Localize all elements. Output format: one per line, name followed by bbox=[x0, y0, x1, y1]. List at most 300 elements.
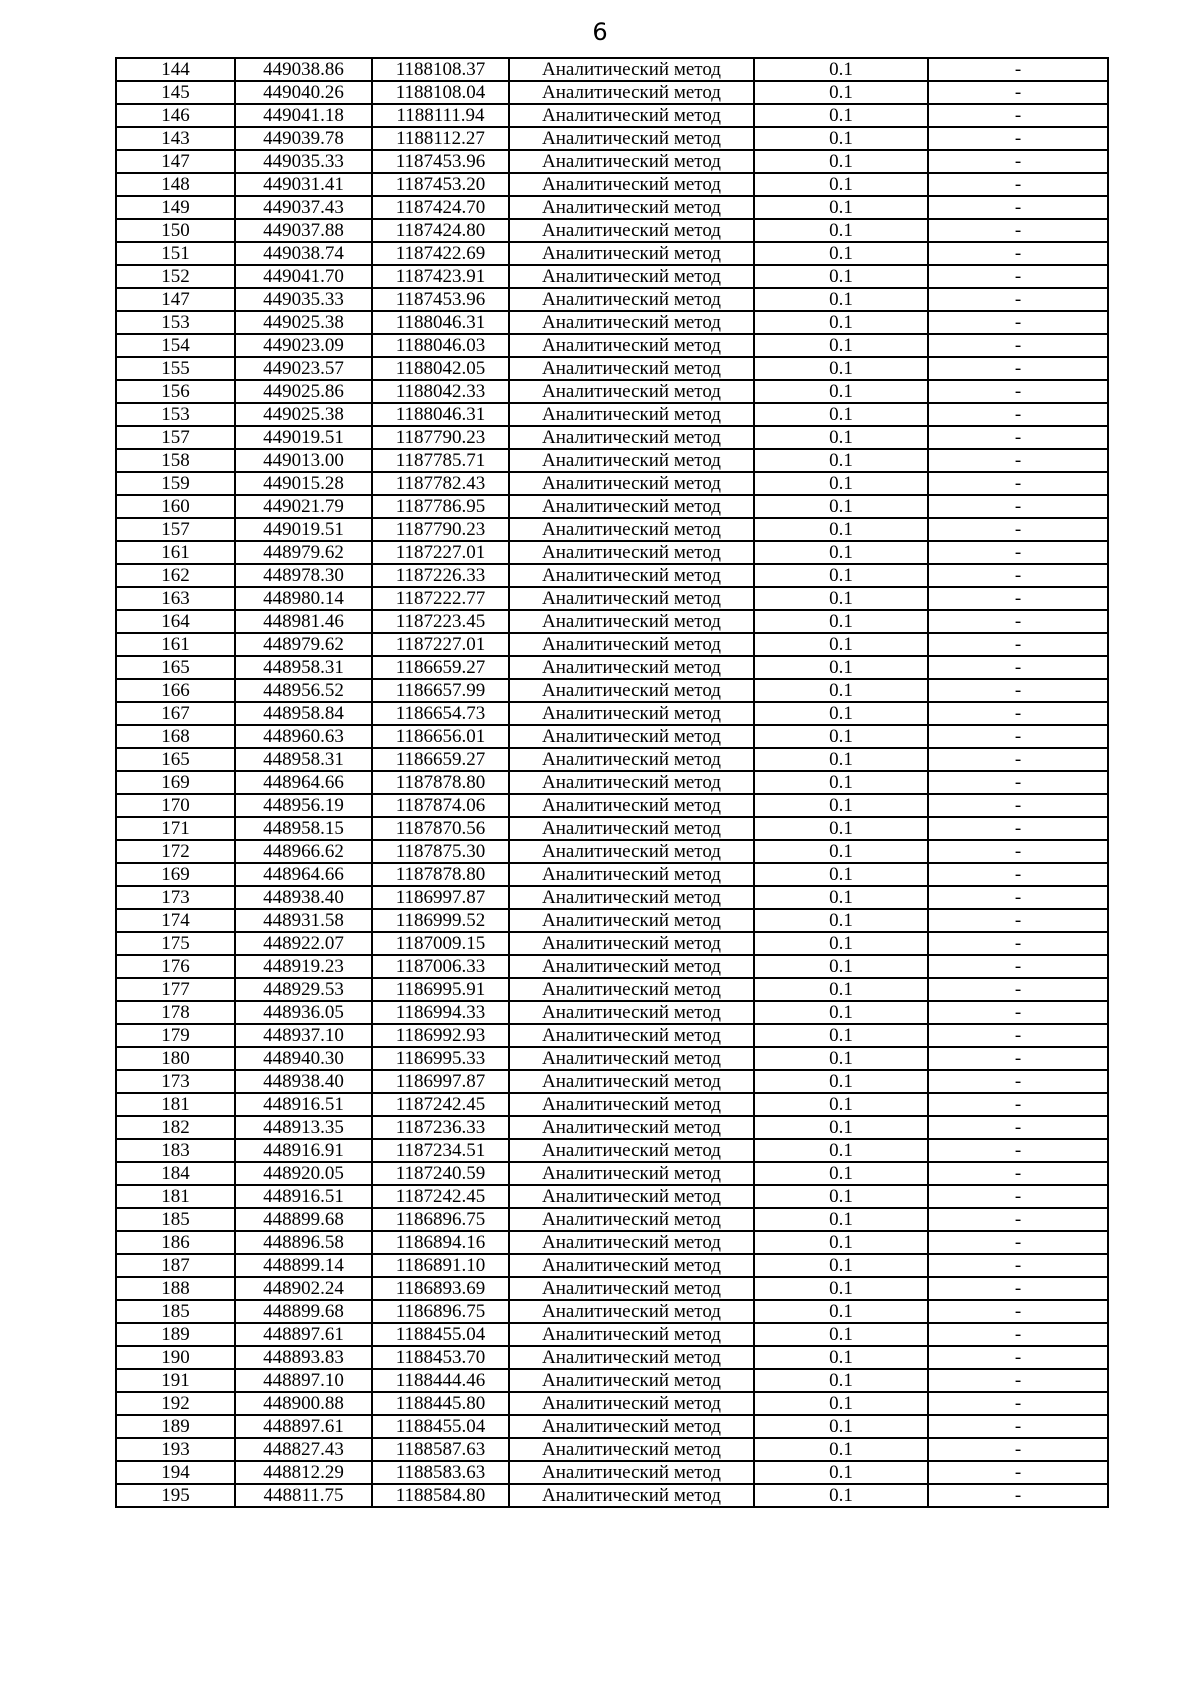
method-cell: Аналитический метод bbox=[509, 288, 754, 311]
table-row bbox=[116, 1438, 1108, 1461]
method-cell: Аналитический метод bbox=[509, 679, 754, 702]
accuracy-cell: 0.1 bbox=[754, 426, 928, 449]
x-coordinate-cell: 448916.51 bbox=[235, 1093, 372, 1116]
point-number-cell: 185 bbox=[116, 1208, 235, 1231]
point-number-cell: 163 bbox=[116, 587, 235, 610]
x-coordinate-cell: 448913.35 bbox=[235, 1116, 372, 1139]
description-cell: - bbox=[928, 403, 1108, 426]
point-number-cell: 161 bbox=[116, 541, 235, 564]
x-coordinate-cell: 449035.33 bbox=[235, 150, 372, 173]
point-number-cell: 165 bbox=[116, 748, 235, 771]
point-number-cell: 185 bbox=[116, 1300, 235, 1323]
accuracy-cell: 0.1 bbox=[754, 104, 928, 127]
accuracy-cell: 0.1 bbox=[754, 656, 928, 679]
point-number-cell: 147 bbox=[116, 150, 235, 173]
y-coordinate-cell: 1187227.01 bbox=[372, 633, 509, 656]
method-cell: Аналитический метод bbox=[509, 242, 754, 265]
description-cell: - bbox=[928, 495, 1108, 518]
method-cell: Аналитический метод bbox=[509, 794, 754, 817]
x-coordinate-cell: 449021.79 bbox=[235, 495, 372, 518]
y-coordinate-cell: 1187226.33 bbox=[372, 564, 509, 587]
method-cell: Аналитический метод bbox=[509, 472, 754, 495]
y-coordinate-cell: 1186656.01 bbox=[372, 725, 509, 748]
table-row bbox=[116, 840, 1108, 863]
description-cell: - bbox=[928, 242, 1108, 265]
point-number-cell: 146 bbox=[116, 104, 235, 127]
point-number-cell: 177 bbox=[116, 978, 235, 1001]
x-coordinate-cell: 449025.38 bbox=[235, 403, 372, 426]
accuracy-cell: 0.1 bbox=[754, 1346, 928, 1369]
accuracy-cell: 0.1 bbox=[754, 1277, 928, 1300]
y-coordinate-cell: 1187234.51 bbox=[372, 1139, 509, 1162]
y-coordinate-cell: 1188112.27 bbox=[372, 127, 509, 150]
accuracy-cell: 0.1 bbox=[754, 886, 928, 909]
table-row bbox=[116, 196, 1108, 219]
x-coordinate-cell: 449019.51 bbox=[235, 426, 372, 449]
x-coordinate-cell: 448956.52 bbox=[235, 679, 372, 702]
method-cell: Аналитический метод bbox=[509, 1277, 754, 1300]
table-row bbox=[116, 81, 1108, 104]
accuracy-cell: 0.1 bbox=[754, 587, 928, 610]
point-number-cell: 180 bbox=[116, 1047, 235, 1070]
method-cell: Аналитический метод bbox=[509, 1185, 754, 1208]
x-coordinate-cell: 449040.26 bbox=[235, 81, 372, 104]
accuracy-cell: 0.1 bbox=[754, 449, 928, 472]
table-row bbox=[116, 288, 1108, 311]
method-cell: Аналитический метод bbox=[509, 334, 754, 357]
description-cell: - bbox=[928, 794, 1108, 817]
x-coordinate-cell: 448964.66 bbox=[235, 863, 372, 886]
x-coordinate-cell: 449035.33 bbox=[235, 288, 372, 311]
method-cell: Аналитический метод bbox=[509, 840, 754, 863]
method-cell: Аналитический метод bbox=[509, 426, 754, 449]
method-cell: Аналитический метод bbox=[509, 449, 754, 472]
method-cell: Аналитический метод bbox=[509, 656, 754, 679]
table-row bbox=[116, 564, 1108, 587]
point-number-cell: 143 bbox=[116, 127, 235, 150]
y-coordinate-cell: 1187009.15 bbox=[372, 932, 509, 955]
table-row bbox=[116, 380, 1108, 403]
point-number-cell: 173 bbox=[116, 1070, 235, 1093]
x-coordinate-cell: 448966.62 bbox=[235, 840, 372, 863]
y-coordinate-cell: 1188111.94 bbox=[372, 104, 509, 127]
x-coordinate-cell: 448919.23 bbox=[235, 955, 372, 978]
table-row bbox=[116, 725, 1108, 748]
y-coordinate-cell: 1188108.37 bbox=[372, 58, 509, 81]
description-cell: - bbox=[928, 610, 1108, 633]
table-row bbox=[116, 472, 1108, 495]
accuracy-cell: 0.1 bbox=[754, 1001, 928, 1024]
accuracy-cell: 0.1 bbox=[754, 1300, 928, 1323]
point-number-cell: 190 bbox=[116, 1346, 235, 1369]
point-number-cell: 151 bbox=[116, 242, 235, 265]
accuracy-cell: 0.1 bbox=[754, 863, 928, 886]
table-row bbox=[116, 886, 1108, 909]
table-row bbox=[116, 656, 1108, 679]
x-coordinate-cell: 449013.00 bbox=[235, 449, 372, 472]
description-cell: - bbox=[928, 1024, 1108, 1047]
y-coordinate-cell: 1186893.69 bbox=[372, 1277, 509, 1300]
method-cell: Аналитический метод bbox=[509, 541, 754, 564]
method-cell: Аналитический метод bbox=[509, 587, 754, 610]
x-coordinate-cell: 448936.05 bbox=[235, 1001, 372, 1024]
method-cell: Аналитический метод bbox=[509, 932, 754, 955]
coordinates-table-body bbox=[116, 58, 1108, 1507]
description-cell: - bbox=[928, 357, 1108, 380]
method-cell: Аналитический метод bbox=[509, 1231, 754, 1254]
table-row bbox=[116, 978, 1108, 1001]
x-coordinate-cell: 449041.70 bbox=[235, 265, 372, 288]
y-coordinate-cell: 1186659.27 bbox=[372, 748, 509, 771]
method-cell: Аналитический метод bbox=[509, 1461, 754, 1484]
y-coordinate-cell: 1186657.99 bbox=[372, 679, 509, 702]
description-cell: - bbox=[928, 1415, 1108, 1438]
x-coordinate-cell: 448922.07 bbox=[235, 932, 372, 955]
x-coordinate-cell: 449038.74 bbox=[235, 242, 372, 265]
description-cell: - bbox=[928, 472, 1108, 495]
method-cell: Аналитический метод bbox=[509, 1070, 754, 1093]
description-cell: - bbox=[928, 1139, 1108, 1162]
method-cell: Аналитический метод bbox=[509, 817, 754, 840]
y-coordinate-cell: 1188453.70 bbox=[372, 1346, 509, 1369]
accuracy-cell: 0.1 bbox=[754, 1162, 928, 1185]
point-number-cell: 195 bbox=[116, 1484, 235, 1507]
method-cell: Аналитический метод bbox=[509, 1484, 754, 1507]
accuracy-cell: 0.1 bbox=[754, 380, 928, 403]
table-row bbox=[116, 748, 1108, 771]
accuracy-cell: 0.1 bbox=[754, 403, 928, 426]
y-coordinate-cell: 1187240.59 bbox=[372, 1162, 509, 1185]
accuracy-cell: 0.1 bbox=[754, 127, 928, 150]
accuracy-cell: 0.1 bbox=[754, 495, 928, 518]
description-cell: - bbox=[928, 863, 1108, 886]
table-row bbox=[116, 1254, 1108, 1277]
description-cell: - bbox=[928, 311, 1108, 334]
accuracy-cell: 0.1 bbox=[754, 1070, 928, 1093]
y-coordinate-cell: 1188042.05 bbox=[372, 357, 509, 380]
y-coordinate-cell: 1187790.23 bbox=[372, 518, 509, 541]
description-cell: - bbox=[928, 656, 1108, 679]
point-number-cell: 155 bbox=[116, 357, 235, 380]
y-coordinate-cell: 1188587.63 bbox=[372, 1438, 509, 1461]
x-coordinate-cell: 448931.58 bbox=[235, 909, 372, 932]
accuracy-cell: 0.1 bbox=[754, 1438, 928, 1461]
x-coordinate-cell: 448899.14 bbox=[235, 1254, 372, 1277]
y-coordinate-cell: 1187453.96 bbox=[372, 288, 509, 311]
x-coordinate-cell: 448916.51 bbox=[235, 1185, 372, 1208]
method-cell: Аналитический метод bbox=[509, 1438, 754, 1461]
y-coordinate-cell: 1187227.01 bbox=[372, 541, 509, 564]
y-coordinate-cell: 1186896.75 bbox=[372, 1300, 509, 1323]
y-coordinate-cell: 1187790.23 bbox=[372, 426, 509, 449]
y-coordinate-cell: 1188455.04 bbox=[372, 1323, 509, 1346]
method-cell: Аналитический метод bbox=[509, 955, 754, 978]
y-coordinate-cell: 1187222.77 bbox=[372, 587, 509, 610]
x-coordinate-cell: 448956.19 bbox=[235, 794, 372, 817]
accuracy-cell: 0.1 bbox=[754, 748, 928, 771]
description-cell: - bbox=[928, 173, 1108, 196]
method-cell: Аналитический метод bbox=[509, 633, 754, 656]
accuracy-cell: 0.1 bbox=[754, 1415, 928, 1438]
table-row bbox=[116, 679, 1108, 702]
description-cell: - bbox=[928, 1208, 1108, 1231]
point-number-cell: 181 bbox=[116, 1093, 235, 1116]
description-cell: - bbox=[928, 265, 1108, 288]
accuracy-cell: 0.1 bbox=[754, 1369, 928, 1392]
table-row bbox=[116, 1139, 1108, 1162]
table-row bbox=[116, 610, 1108, 633]
point-number-cell: 179 bbox=[116, 1024, 235, 1047]
x-coordinate-cell: 448958.31 bbox=[235, 748, 372, 771]
table-row bbox=[116, 587, 1108, 610]
y-coordinate-cell: 1187782.43 bbox=[372, 472, 509, 495]
y-coordinate-cell: 1186659.27 bbox=[372, 656, 509, 679]
x-coordinate-cell: 449015.28 bbox=[235, 472, 372, 495]
point-number-cell: 167 bbox=[116, 702, 235, 725]
accuracy-cell: 0.1 bbox=[754, 978, 928, 1001]
method-cell: Аналитический метод bbox=[509, 1162, 754, 1185]
point-number-cell: 162 bbox=[116, 564, 235, 587]
table-row bbox=[116, 863, 1108, 886]
table-row bbox=[116, 1162, 1108, 1185]
x-coordinate-cell: 449037.43 bbox=[235, 196, 372, 219]
accuracy-cell: 0.1 bbox=[754, 288, 928, 311]
description-cell: - bbox=[928, 587, 1108, 610]
x-coordinate-cell: 448980.14 bbox=[235, 587, 372, 610]
point-number-cell: 153 bbox=[116, 403, 235, 426]
table-row bbox=[116, 449, 1108, 472]
x-coordinate-cell: 448812.29 bbox=[235, 1461, 372, 1484]
y-coordinate-cell: 1188108.04 bbox=[372, 81, 509, 104]
description-cell: - bbox=[928, 127, 1108, 150]
point-number-cell: 183 bbox=[116, 1139, 235, 1162]
y-coordinate-cell: 1187006.33 bbox=[372, 955, 509, 978]
method-cell: Аналитический метод bbox=[509, 909, 754, 932]
description-cell: - bbox=[928, 1001, 1108, 1024]
method-cell: Аналитический метод bbox=[509, 311, 754, 334]
point-number-cell: 186 bbox=[116, 1231, 235, 1254]
x-coordinate-cell: 448940.30 bbox=[235, 1047, 372, 1070]
point-number-cell: 182 bbox=[116, 1116, 235, 1139]
description-cell: - bbox=[928, 196, 1108, 219]
method-cell: Аналитический метод bbox=[509, 196, 754, 219]
point-number-cell: 194 bbox=[116, 1461, 235, 1484]
y-coordinate-cell: 1188046.31 bbox=[372, 311, 509, 334]
table-row bbox=[116, 265, 1108, 288]
table-row bbox=[116, 702, 1108, 725]
table-row bbox=[116, 909, 1108, 932]
description-cell: - bbox=[928, 932, 1108, 955]
method-cell: Аналитический метод bbox=[509, 1415, 754, 1438]
table-row bbox=[116, 1346, 1108, 1369]
y-coordinate-cell: 1188584.80 bbox=[372, 1484, 509, 1507]
x-coordinate-cell: 448811.75 bbox=[235, 1484, 372, 1507]
method-cell: Аналитический метод bbox=[509, 1116, 754, 1139]
y-coordinate-cell: 1187874.06 bbox=[372, 794, 509, 817]
accuracy-cell: 0.1 bbox=[754, 932, 928, 955]
x-coordinate-cell: 449039.78 bbox=[235, 127, 372, 150]
point-number-cell: 172 bbox=[116, 840, 235, 863]
description-cell: - bbox=[928, 150, 1108, 173]
accuracy-cell: 0.1 bbox=[754, 541, 928, 564]
description-cell: - bbox=[928, 1461, 1108, 1484]
table-row bbox=[116, 403, 1108, 426]
point-number-cell: 176 bbox=[116, 955, 235, 978]
point-number-cell: 147 bbox=[116, 288, 235, 311]
description-cell: - bbox=[928, 748, 1108, 771]
table-row bbox=[116, 1323, 1108, 1346]
point-number-cell: 159 bbox=[116, 472, 235, 495]
accuracy-cell: 0.1 bbox=[754, 81, 928, 104]
x-coordinate-cell: 448958.84 bbox=[235, 702, 372, 725]
point-number-cell: 188 bbox=[116, 1277, 235, 1300]
table-row bbox=[116, 1116, 1108, 1139]
point-number-cell: 152 bbox=[116, 265, 235, 288]
y-coordinate-cell: 1187878.80 bbox=[372, 771, 509, 794]
accuracy-cell: 0.1 bbox=[754, 1323, 928, 1346]
x-coordinate-cell: 448899.68 bbox=[235, 1208, 372, 1231]
x-coordinate-cell: 449031.41 bbox=[235, 173, 372, 196]
method-cell: Аналитический метод bbox=[509, 1208, 754, 1231]
y-coordinate-cell: 1186999.52 bbox=[372, 909, 509, 932]
accuracy-cell: 0.1 bbox=[754, 1185, 928, 1208]
point-number-cell: 150 bbox=[116, 219, 235, 242]
accuracy-cell: 0.1 bbox=[754, 1208, 928, 1231]
method-cell: Аналитический метод bbox=[509, 1254, 754, 1277]
point-number-cell: 168 bbox=[116, 725, 235, 748]
y-coordinate-cell: 1187453.96 bbox=[372, 150, 509, 173]
x-coordinate-cell: 449025.38 bbox=[235, 311, 372, 334]
description-cell: - bbox=[928, 1047, 1108, 1070]
table-row bbox=[116, 1001, 1108, 1024]
point-number-cell: 161 bbox=[116, 633, 235, 656]
accuracy-cell: 0.1 bbox=[754, 1254, 928, 1277]
point-number-cell: 181 bbox=[116, 1185, 235, 1208]
description-cell: - bbox=[928, 1254, 1108, 1277]
table-row bbox=[116, 1024, 1108, 1047]
accuracy-cell: 0.1 bbox=[754, 196, 928, 219]
coordinates-table bbox=[115, 57, 1109, 1508]
y-coordinate-cell: 1188445.80 bbox=[372, 1392, 509, 1415]
y-coordinate-cell: 1186995.33 bbox=[372, 1047, 509, 1070]
y-coordinate-cell: 1187453.20 bbox=[372, 173, 509, 196]
method-cell: Аналитический метод bbox=[509, 771, 754, 794]
point-number-cell: 169 bbox=[116, 863, 235, 886]
accuracy-cell: 0.1 bbox=[754, 242, 928, 265]
description-cell: - bbox=[928, 288, 1108, 311]
x-coordinate-cell: 448958.15 bbox=[235, 817, 372, 840]
method-cell: Аналитический метод bbox=[509, 863, 754, 886]
y-coordinate-cell: 1187223.45 bbox=[372, 610, 509, 633]
point-number-cell: 175 bbox=[116, 932, 235, 955]
x-coordinate-cell: 449023.09 bbox=[235, 334, 372, 357]
y-coordinate-cell: 1188046.31 bbox=[372, 403, 509, 426]
description-cell: - bbox=[928, 1300, 1108, 1323]
y-coordinate-cell: 1187424.70 bbox=[372, 196, 509, 219]
x-coordinate-cell: 449037.88 bbox=[235, 219, 372, 242]
description-cell: - bbox=[928, 81, 1108, 104]
accuracy-cell: 0.1 bbox=[754, 518, 928, 541]
method-cell: Аналитический метод bbox=[509, 748, 754, 771]
accuracy-cell: 0.1 bbox=[754, 1484, 928, 1507]
point-number-cell: 157 bbox=[116, 518, 235, 541]
point-number-cell: 145 bbox=[116, 81, 235, 104]
x-coordinate-cell: 448929.53 bbox=[235, 978, 372, 1001]
y-coordinate-cell: 1187785.71 bbox=[372, 449, 509, 472]
table-row bbox=[116, 1484, 1108, 1507]
method-cell: Аналитический метод bbox=[509, 886, 754, 909]
description-cell: - bbox=[928, 219, 1108, 242]
point-number-cell: 149 bbox=[116, 196, 235, 219]
description-cell: - bbox=[928, 1231, 1108, 1254]
y-coordinate-cell: 1187422.69 bbox=[372, 242, 509, 265]
accuracy-cell: 0.1 bbox=[754, 909, 928, 932]
description-cell: - bbox=[928, 426, 1108, 449]
point-number-cell: 170 bbox=[116, 794, 235, 817]
table-row bbox=[116, 1047, 1108, 1070]
accuracy-cell: 0.1 bbox=[754, 1231, 928, 1254]
x-coordinate-cell: 448979.62 bbox=[235, 633, 372, 656]
y-coordinate-cell: 1187236.33 bbox=[372, 1116, 509, 1139]
point-number-cell: 154 bbox=[116, 334, 235, 357]
method-cell: Аналитический метод bbox=[509, 81, 754, 104]
point-number-cell: 189 bbox=[116, 1415, 235, 1438]
method-cell: Аналитический метод bbox=[509, 702, 754, 725]
table-row bbox=[116, 426, 1108, 449]
method-cell: Аналитический метод bbox=[509, 173, 754, 196]
table-row bbox=[116, 1070, 1108, 1093]
accuracy-cell: 0.1 bbox=[754, 771, 928, 794]
x-coordinate-cell: 448897.10 bbox=[235, 1369, 372, 1392]
method-cell: Аналитический метод bbox=[509, 58, 754, 81]
point-number-cell: 158 bbox=[116, 449, 235, 472]
method-cell: Аналитический метод bbox=[509, 978, 754, 1001]
point-number-cell: 178 bbox=[116, 1001, 235, 1024]
accuracy-cell: 0.1 bbox=[754, 265, 928, 288]
y-coordinate-cell: 1186891.10 bbox=[372, 1254, 509, 1277]
point-number-cell: 173 bbox=[116, 886, 235, 909]
method-cell: Аналитический метод bbox=[509, 150, 754, 173]
description-cell: - bbox=[928, 909, 1108, 932]
method-cell: Аналитический метод bbox=[509, 1001, 754, 1024]
description-cell: - bbox=[928, 1277, 1108, 1300]
table-row bbox=[116, 1277, 1108, 1300]
table-row bbox=[116, 1369, 1108, 1392]
x-coordinate-cell: 448938.40 bbox=[235, 1070, 372, 1093]
x-coordinate-cell: 448964.66 bbox=[235, 771, 372, 794]
method-cell: Аналитический метод bbox=[509, 1047, 754, 1070]
method-cell: Аналитический метод bbox=[509, 1024, 754, 1047]
table-row bbox=[116, 1208, 1108, 1231]
x-coordinate-cell: 448902.24 bbox=[235, 1277, 372, 1300]
x-coordinate-cell: 448897.61 bbox=[235, 1415, 372, 1438]
method-cell: Аналитический метод bbox=[509, 1369, 754, 1392]
accuracy-cell: 0.1 bbox=[754, 1047, 928, 1070]
point-number-cell: 189 bbox=[116, 1323, 235, 1346]
table-row bbox=[116, 633, 1108, 656]
table-row bbox=[116, 771, 1108, 794]
description-cell: - bbox=[928, 58, 1108, 81]
accuracy-cell: 0.1 bbox=[754, 1139, 928, 1162]
x-coordinate-cell: 448916.91 bbox=[235, 1139, 372, 1162]
x-coordinate-cell: 449025.86 bbox=[235, 380, 372, 403]
point-number-cell: 164 bbox=[116, 610, 235, 633]
accuracy-cell: 0.1 bbox=[754, 311, 928, 334]
method-cell: Аналитический метод bbox=[509, 518, 754, 541]
description-cell: - bbox=[928, 541, 1108, 564]
method-cell: Аналитический метод bbox=[509, 1346, 754, 1369]
method-cell: Аналитический метод bbox=[509, 380, 754, 403]
